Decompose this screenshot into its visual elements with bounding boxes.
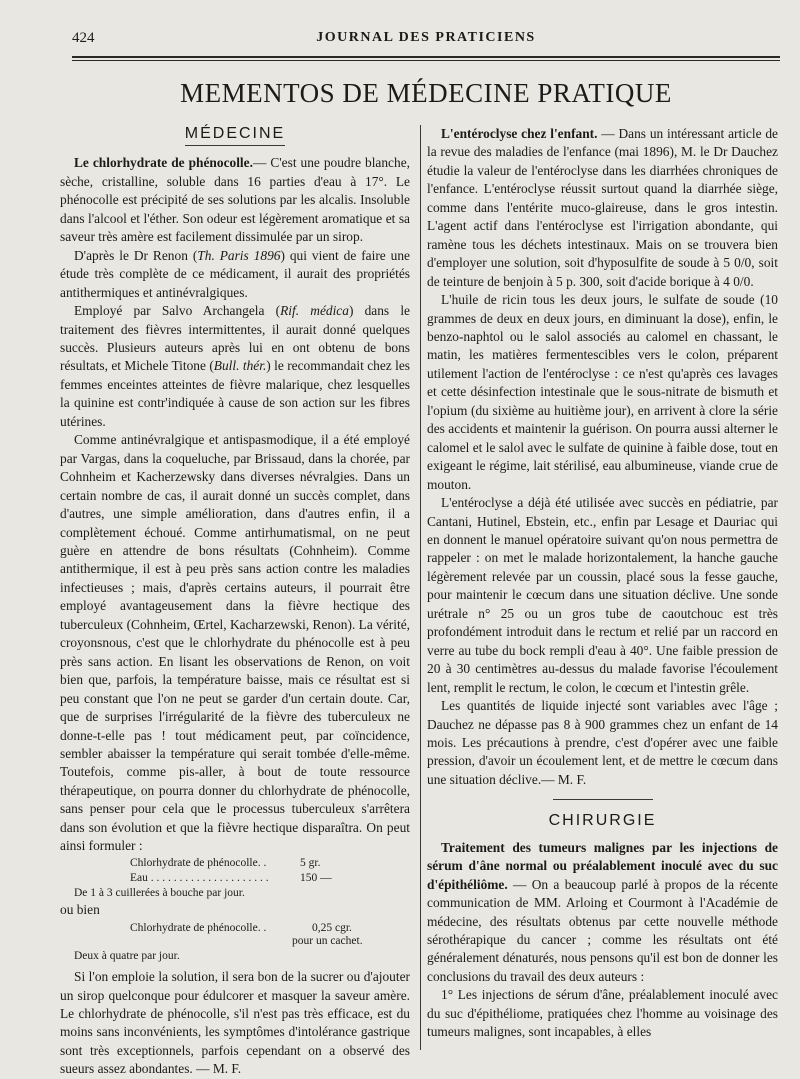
prescription-dosage: De 1 à 3 cuillerées à bouche par jour. [74, 886, 245, 899]
ingredient-qty: 0,25 cgr. [312, 922, 352, 935]
left-column [60, 125, 410, 1079]
paragraph-antinevralgique: Comme antinévralgique et antispasmodique, il a été employé par Vargas, dans la coqueluche, par Brissaud, dans la chorée, par Cohnheim et Kacherzewsky dans diverses névralgies. Dans un certain nombre de cas, il aurait donné un succès complet, dans d'autres, une simple amélioration, dans d'autres enfin, il a complètement échoué. Comme antirhumatismal, on ne peut guère en attendre de bons résultats (Cohnheim). Comme antithermique, il est à peu près sans action contre les maladies infectieuses ; mais, d'après certains auteurs, il pourrait être employé avantageusement dans la fièvre hectique des tuberculeux (Cohnheim, Œrtel, Kacharzewski, Renon). La vérité, croyonsnous, c'est que le chlorhydrate du phénocolle est à peu près sans action. En lisant les observations de Renon, on voit bien que, parfois, la température baisse, mais ce résultat est si peu constant que l'on ne peut se garder d'un certain doute. Car, que de surprises l'irrégularité de la fièvre des tuberculeux ne donne-t-elle pas ! tout médicament peut, par coïncidence, sembler abaisser la température qui serait tombée d'elle-même. Toutefois, comme pis-aller, à bout de toute ressource thérapeutique, on pourra donner du chlorhydrate de phénocolle, sans penser pour cela que le processus tuberculeux s'arrêtera dans son évolution et que la fièvre hectique disparaîtra. On peut ainsi formuler : [60, 432, 410, 854]
main-title: MEMENTOS DE MÉDECINE PRATIQUE [180, 78, 672, 108]
article-lead: Le chlorhydrate de phénocolle. [74, 155, 253, 171]
ingredient-name: Chlorhydrate de phénocolle. . [130, 922, 267, 935]
prescription-cachet-note: pour un cachet. [292, 935, 363, 948]
journal-title: JOURNAL DES PRATICIENS [316, 30, 536, 45]
article-enteroclyse [427, 125, 778, 291]
paragraph-solution: Si l'on emploie la solution, il sera bon de la sucrer ou d'ajouter un sirop quelconque pour édulcorer et masquer la saveur amère. Le chlorhydrate de phénocolle, s'il n'est pas très efficace, est du moins sans inconvénients, les symptômes d'intolérance gastrique sont très exceptionnels, parfois cependant on a observé des sueurs assez abondantes. — M. F. [60, 969, 410, 1077]
header-rule [72, 56, 780, 58]
paragraph-quantites: Les quantités de liquide injecté sont variables avec l'âge ; Dauchez ne dépasse pas 8 à 900 grammes chez un enfant de 14 mois. Les précautions à prendre, c'est d'opérer avec une faible pression, d'avoir un écoulement lent, et de mettre le cœcum dans une situation déclive.— M. F. [427, 698, 778, 787]
ou-bien: ou bien [60, 901, 100, 917]
paragraph-injections: 1° Les injections de sérum d'âne, préalablement inoculé avec du suc d'épithéliome, pratiquées chez l'homme au voisinage des tumeurs malignes, sont incapables, à elles [427, 987, 778, 1040]
prescription-solution [60, 856, 410, 886]
citation: Bull. thér. [213, 358, 267, 374]
text: Employé par Salvo Archangela ( [74, 303, 281, 319]
article-phenocolle-intro [60, 154, 410, 246]
text: ) dans le traitement des fièvres intermittentes, il aurait donné quelques succès. Plusieurs auteurs après lui en ont obtenu de bons résultats, et Michele Titone ( [60, 303, 410, 374]
article-text: — On a beaucoup parlé à propos de la récente communication de MM. Arloing et Courmont à l'Académie de médecine, des résultats obtenus par cette nouvelle méthode sérothérapique du cancer ; comme les résultats ont été généralement dénaturés, nous pensons qu'il est bon de donner les conclusions du travail des deux auteurs : [427, 876, 778, 984]
prescription-dosage-2: Deux à quatre par jour. [74, 950, 180, 963]
text: D'après le Dr Renon ( [74, 247, 198, 263]
text: ) le recommandait chez les femmes enceintes atteintes de fièvre malarique, chez lesquelles la quinine est contr'indiquée à cause de son action sur les fibres utérines. [60, 358, 410, 429]
article-lead: L'entéroclyse chez l'enfant. [441, 126, 598, 141]
header-rule-thin [72, 60, 780, 61]
ingredient-qty: 150 — [300, 871, 332, 884]
column-divider [420, 125, 421, 1050]
article-lead: Traitement des tumeurs malignes par les injections de sérum d'âne normal ou préalablement inoculé avec du suc d'épithéliôme. [427, 839, 778, 892]
section-rule [185, 145, 285, 146]
ingredient-qty: 5 gr. [300, 856, 321, 869]
section-title-chirurgie: CHIRURGIE [548, 812, 657, 830]
right-column [427, 125, 778, 1042]
prescription-line [60, 856, 410, 871]
running-head [72, 30, 780, 52]
article-tumeurs [427, 839, 778, 987]
citation: Th. Paris 1896 [197, 247, 281, 263]
paragraph-ricin: L'huile de ricin tous les deux jours, le sulfate de soude (10 grammes de deux en deux jours, en diminuant la dose), enfin, le benzo-naphtol ou le salol associés au calomel en chassant, le matin, les matières fermentescibles vers le colon, préparent utilement l'action de l'entéroclyse : ce n'est qu'après ces lavages et cette désinfection intestinale que le sous-nitrate de bismuth et l'opium (du sixième au huitième jour), en arrivent à clore la série des accidents et maintenir la guérison. On pourra aussi alterner le calomel et le salol avec le sulfate de quinine à faible dose, tout en exigeant le régime, lait stérilisé, eau albumineuse, viande crue de mouton. [427, 292, 778, 492]
paragraph-archangela [60, 302, 410, 431]
prescription-line [60, 871, 410, 886]
ingredient-name: Chlorhydrate de phénocolle. . [130, 856, 267, 869]
article-text: — Dans un intéressant article de la revue des maladies de l'enfance (mai 1896), M. le Dr Dauchez étudie la valeur de l'entéroclyse dans les diarrhées chroniques de l'enfance. L'entéroclyse réussit surtout quand la diarrhée siège, comme dans l'entérite muco-glaireuse, dans le gros intestin. L'agent actif dans l'entéroclyse est l'irrigation abondante, qui ramène tous les déchets intestinaux. Mais on se trouvera bien d'employer une solution, soit d'hyposulfite de soude à 5 0/0, soit de teinture de benjoin à 5 p. 300, soit d'acide borique à 4 0/0. [427, 126, 778, 289]
section-title-medecine: MÉDECINE [184, 125, 286, 142]
page-number: 424 [72, 30, 95, 46]
paragraph-renon [60, 247, 410, 302]
citation: Rif. médica [280, 303, 349, 319]
section-rule [553, 799, 653, 800]
ingredient-name: Eau . . . . . . . . . . . . . . . . . . . . . [130, 871, 269, 884]
prescription-cachet [60, 919, 410, 934]
article-text: — C'est une poudre blanche, sèche, cristalline, soluble dans 16 parties d'eau à 17°. Le phénocolle est précipité de ses solutions par les alcalis. Insoluble dans l'alcool et l'éther. Son odeur est légèrement aromatique et sa saveur très amère est facilement dissimulée par un sirop. [60, 155, 410, 245]
paragraph-pediatrie: L'entéroclyse a déjà été utilisée avec succès en pédiatrie, par Cantani, Hutinel, Ebstein, etc., enfin par Lesage et Dauriac qui en donnent le manuel opératoire suivant qu'on nous permettra de rappeler : on met le malade horizontalement, la hanche gauche légèrement relevée par un coussin, placé sous la fesse gauche, pour maintenir le cœcum dans une situation déclive. Une sonde urétrale n° 25 ou un gros tube de caoutchouc est très profondément introduit dans le rectum et relié par un raccord en verre au tube du bock rempli d'eau à 40°. Une faible pression de 20 à 30 centimètres au-dessus du malade favorise l'écoulement lent, remplit le rectum, le colon, le cœcum et l'intestin grêle. [427, 495, 778, 695]
text: ) qui vient de faire une étude très complète de ce médicament, il aurait des propriétés antithermiques et antinévralgiques. [60, 247, 410, 300]
